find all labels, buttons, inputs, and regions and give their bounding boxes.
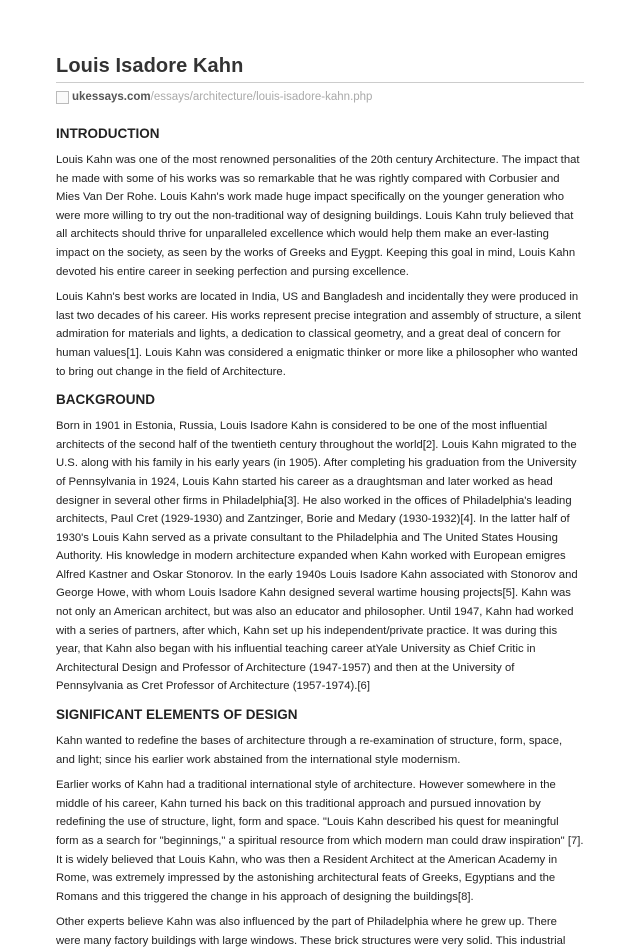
section-significant-elements [56,706,584,951]
section-background [56,391,584,696]
paragraph: Kahn wanted to redefine the bases of architecture through a re-examination of structure, form, space, and light; since his earlier work abstained from the international style modernism. [56,735,563,766]
section-heading: SIGNIFICANT ELEMENTS OF DESIGN [56,707,298,723]
paragraph: Louis Kahn's best works are located in India, US and Bangladesh and incidentally they were produced in last two decades of his career. His works represent precise integration and assembly of structure, a silent admiration for materials and lights, a dedication to classical geometry, and a great deal of concern for human values[1]. Louis Kahn was considered a enigmatic thinker or more like a philosopher who wanted to bring out change in the field of Architecture. [56,291,581,378]
document-title: Louis Isadore Kahn [56,55,244,77]
source-path: /essays/architecture/louis-isadore-kahn.php [150,91,373,103]
section-heading: INTRODUCTION [56,126,160,141]
section-introduction [56,125,584,381]
favicon-icon [56,91,69,104]
paragraph: Other experts believe Kahn was also influenced by the part of Philadelphia where he grew up. There were many factory buildings with large windows. These brick structures were very solid. This industrial [56,916,566,947]
paragraph: Earlier works of Kahn had a traditional international style of architecture. However somewhere in the middle of his career, Kahn turned his back on this traditional approach and pursued innovation by redefining the use of structure, light, form and space. "Louis Kahn described his quest for meaningful form as a search for "beginnings," a spiritual resource from which modern man could draw inspiration" [7]. It is widely believed that Louis Kahn, who was then a Resident Architect at the American Academy in Rome, was extremely impressed by the astonishing architectural feats of Greeks, Egyptians and the Romans and this triggered the change in his approach of designing the buildings[8]. [56,779,584,903]
paragraph: Louis Kahn was one of the most renowned personalities of the 20th century Architecture. The impact that he made with some of his works was so remarkable that he was rightly compared with Corbusier and Mies Van Der Rohe. Louis Kahn's work made huge impact specifically on the younger generation who were more willing to try out the non-traditional way of designing buildings. Louis Kahn truly believed that all architects should thrive for unparalleled excellence which would help them make an ever-lasting impact on the society, as seen by the works of Greeks and Eygpt. Keeping this goal in mind, Louis Kahn devoted his entire career in seeking perfection and pursing excellence. [56,154,580,278]
section-heading: BACKGROUND [56,392,155,408]
paragraph: Born in 1901 in Estonia, Russia, Louis Isadore Kahn is considered to be one of the most influential architects of the second half of the twentieth century throughout the world[2]. Louis Kahn migrated to the U.S. along with his family in his early years (in 1905). After completing his graduation from the University of Pennsylvania in 1924, Louis Kahn started his career as a draughtsman and later worked as head designer in several other firms in Philadelphia[3]. He also worked in the offices of Philadelphia's leading architects, Paul Cret (1929-1930) and Zantzinger, Borie and Medary (1930-1932)[4]. In the latter half of 1930's Louis Kahn served as a private consultant to the Philadelphia and The United States Housing Authority. His knowledge in modern architecture expanded when Kahn worked with European emigres Alfred Kastner and Oskar Stonorov. In the early 1940s Louis Isadore Kahn associated with Stonorov and George Howe, with whom Louis Isadore Kahn designed several wartime housing projects[5]. Kahn was not only an American architect, but was also an educator and philosopher. Until 1947, Kahn had worked with a series of partners, after which, Kahn set up his independent/private practice. It was during this year, that Kahn also began with his influential teaching career atYale University as Chief Critic in Architectural Design and Professor of Architecture (1947-1957) and then at the University of Pennsylvania as Cret Professor of Architecture (1957-1974).[6] [56,420,578,693]
source-domain: ukessays.com [72,91,151,103]
title-divider [56,82,584,83]
source-link[interactable] [56,89,584,105]
